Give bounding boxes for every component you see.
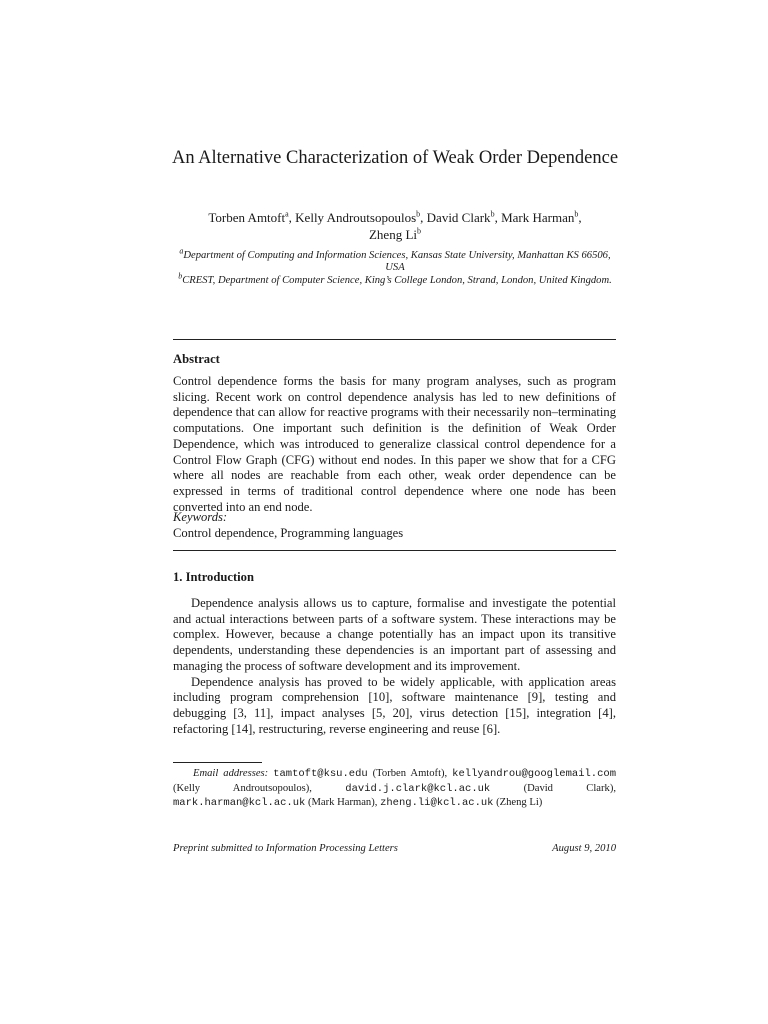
author: Zheng Li$^b$ bbox=[368, 226, 421, 242]
affiliations bbox=[172, 246, 618, 287]
email-link[interactable]: david.j.clark@kcl.ac.uk bbox=[345, 782, 491, 795]
footnote-label: Email addresses: bbox=[193, 768, 269, 779]
paper-title: An Alternative Characterization of Weak Order Dependence bbox=[171, 148, 619, 168]
abstract-bottom-rule bbox=[173, 550, 616, 551]
keywords-label: Keywords: bbox=[173, 510, 228, 524]
abstract-heading: Abstract bbox=[173, 352, 220, 366]
email-link[interactable]: kellyandrou@googlemail.com bbox=[452, 768, 616, 780]
author: Mark Harman$^b$ bbox=[501, 209, 579, 225]
preprint-date: August 9, 2010 bbox=[552, 843, 616, 854]
author: Kelly Androutsopoulos$^b$ bbox=[295, 209, 421, 225]
introduction-body bbox=[173, 596, 616, 737]
keywords-text: Control dependence, Programming languages bbox=[173, 526, 404, 540]
email-link[interactable]: zheng.li@kcl.ac.uk bbox=[380, 797, 494, 810]
paragraph: Dependence analysis has proved to be widely applicable, with application areas including program comprehension [10], software maintenance [9], testing and debugging [3, 11], impact analyses [5, 20], virus detection [15], integration [4], refactoring [14], restructuring, reverse engineering and reuse [6]. bbox=[173, 674, 616, 736]
paragraph: Dependence analysis allows us to capture, formalise and investigate the potential and actual interactions between parts of a software system. These interactions may be complex. However, because a change potentially has an impact upon its transitive dependents, understanding these dependencies is an important part of assessing and managing the process of software development and its improvement. bbox=[173, 596, 616, 673]
abstract-top-rule bbox=[173, 339, 616, 340]
email-link[interactable]: mark.harman@kcl.ac.uk bbox=[173, 797, 306, 810]
section-heading: 1. Introduction bbox=[173, 570, 254, 584]
email-link[interactable]: tamtoft@ksu.edu bbox=[273, 768, 368, 780]
preprint-note: Preprint submitted to Information Processing Letters bbox=[173, 843, 398, 854]
author-list: Torben Amtoft$^a$, Kelly Androutsopoulos$^b$, David Clark$^b$, Mark Harman$^b$, Zheng Li$^b$ bbox=[208, 209, 582, 242]
affiliation-a: $^a$Department of Computing and Information Sciences, Kansas State University, Manhattan KS 66506, USA bbox=[179, 246, 611, 274]
author: Torben Amtoft$^a$ bbox=[208, 209, 289, 225]
footnote: Email addresses: tamtoft@ksu.edu (Torben Amtoft), kellyandrou@googlemail.com (Kelly Androutsopoulos), david.j.clark@kcl.ac.uk (David Clark), mark.harman@kcl.ac.uk (Mark Harman), zheng.li@kcl.ac.uk (Zheng Li) bbox=[173, 768, 617, 810]
footnote-rule bbox=[173, 762, 262, 763]
author: David Clark$^b$ bbox=[426, 209, 495, 225]
affiliation-b: $^b$CREST, Department of Computer Science, King’s College London, Strand, London, United Kingdom. bbox=[178, 271, 612, 286]
abstract-text: Control dependence forms the basis for many program analyses, such as program slicing. Recent work on control dependence analysis has led to new definitions of dependence that can allow for reactive programs with their necessarily non–terminating computations. One important such definition is the definition of Weak Order Dependence, which was introduced to generalize classical control dependence for a Control Flow Graph (CFG) without end nodes. In this paper we show that for a CFG where all nodes are reachable from each other, weak order dependence can be expressed in terms of traditional control dependence where one node has been converted into an end node. bbox=[173, 374, 616, 514]
